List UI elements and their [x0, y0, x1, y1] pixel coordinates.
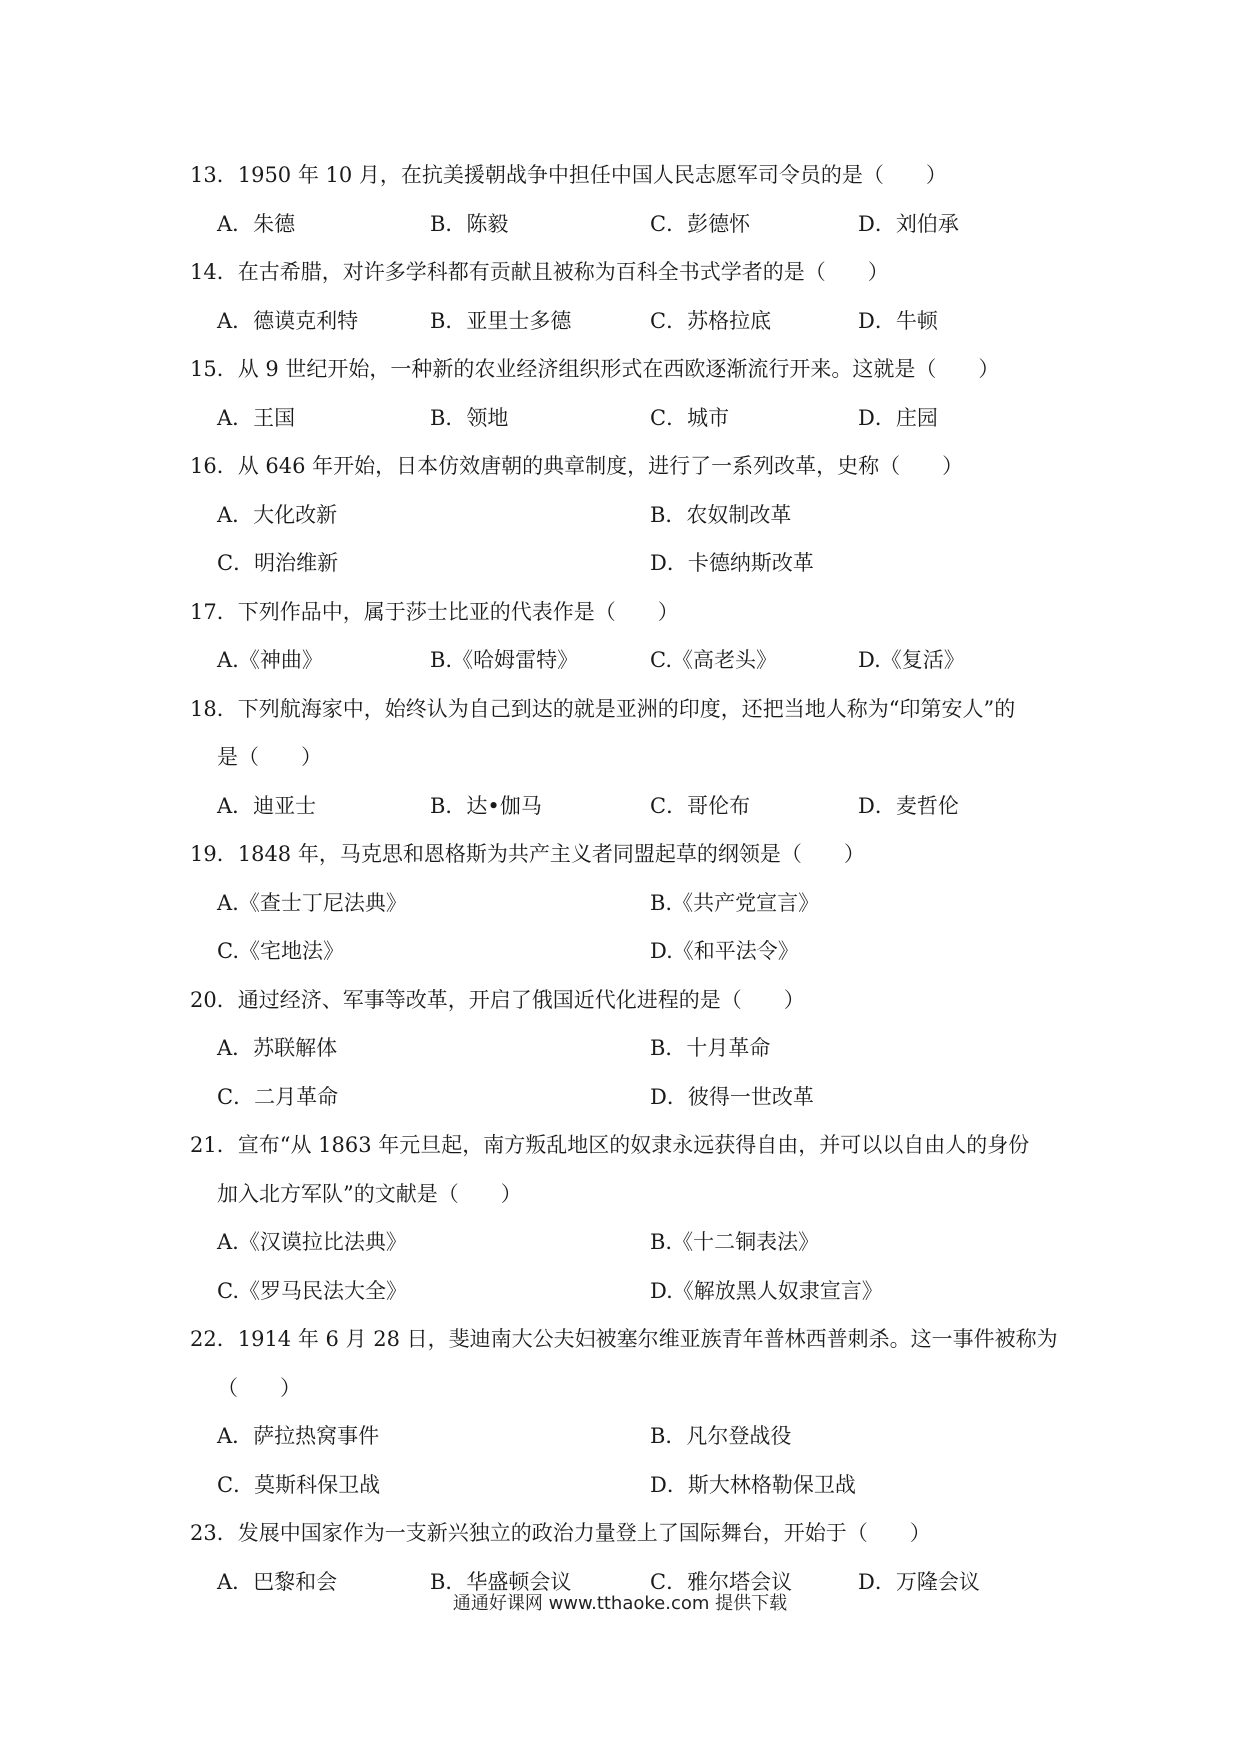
answer-option: A．苏联解体	[217, 1036, 338, 1060]
answer-option: B.《哈姆雷特》	[430, 648, 579, 672]
answer-option: D．庄园	[858, 406, 938, 430]
question-stem: 18．下列航海家中，始终认为自己到达的就是亚洲的印度，还把当地人称为“印第安人”的	[190, 697, 1016, 721]
answer-option: C．苏格拉底	[650, 309, 772, 333]
answer-option: D．万隆会议	[858, 1570, 980, 1594]
answer-option: D.《复活》	[858, 648, 965, 672]
answer-option: A.《汉谟拉比法典》	[217, 1230, 407, 1254]
answer-option: D．彼得一世改革	[650, 1085, 814, 1109]
answer-option: B．十月革命	[650, 1036, 771, 1060]
answer-option: C．明治维新	[217, 551, 339, 575]
answer-option: D．斯大林格勒保卫战	[650, 1473, 856, 1497]
answer-option: A．巴黎和会	[217, 1570, 338, 1594]
question-stem: 20．通过经济、军事等改革，开启了俄国近代化进程的是（ ）	[190, 988, 805, 1012]
answer-option: C．彭德怀	[650, 212, 751, 236]
question-stem: 19．1848 年，马克思和恩格斯为共产主义者同盟起草的纲领是（ ）	[190, 842, 865, 866]
answer-option: D.《解放黑人奴隶宣言》	[650, 1279, 883, 1303]
answer-option: A.《神曲》	[217, 648, 323, 672]
answer-option: D．牛顿	[858, 309, 938, 333]
answer-option: A．迪亚士	[217, 794, 317, 818]
answer-option: A.《查士丁尼法典》	[217, 891, 407, 915]
question-stem: 16．从 646 年开始，日本仿效唐朝的典章制度，进行了一系列改革，史称（ ）	[190, 454, 964, 478]
question-stem: 是（ ）	[217, 745, 322, 769]
answer-option: B.《共产党宣言》	[650, 891, 820, 915]
question-stem: 22．1914 年 6 月 28 日，斐迪南大公夫妇被塞尔维亚族青年普林西普刺杀。这一事件被称为	[190, 1327, 1058, 1351]
question-stem: 13．1950 年 10 月，在抗美援朝战争中担任中国人民志愿军司令员的是（ ）	[190, 163, 947, 187]
answer-option: B．华盛顿会议	[430, 1570, 572, 1594]
answer-option: C．雅尔塔会议	[650, 1570, 793, 1594]
answer-option: B．领地	[430, 406, 509, 430]
answer-option: C．莫斯科保卫战	[217, 1473, 381, 1497]
question-stem: 23．发展中国家作为一支新兴独立的政治力量登上了国际舞台，开始于（ ）	[190, 1521, 931, 1545]
answer-option: C.《高老头》	[650, 648, 777, 672]
question-stem: 14．在古希腊，对许多学科都有贡献且被称为百科全书式学者的是（ ）	[190, 260, 889, 284]
answer-option: A．萨拉热窝事件	[217, 1424, 380, 1448]
answer-option: C．二月革命	[217, 1085, 339, 1109]
answer-option: D．卡德纳斯改革	[650, 551, 814, 575]
answer-option: A．王国	[217, 406, 296, 430]
question-stem: 21．宣布“从 1863 年元旦起，南方叛乱地区的奴隶永远获得自由，并可以以自由人的身份	[190, 1133, 1030, 1157]
page-footer: 通通好课网 www.tthaoke.com 提供下载	[452, 1593, 788, 1614]
answer-option: D．刘伯承	[858, 212, 959, 236]
answer-option: D．麦哲伦	[858, 794, 959, 818]
answer-option: B．农奴制改革	[650, 503, 792, 527]
answer-option: C.《罗马民法大全》	[217, 1279, 407, 1303]
answer-option: A．大化改新	[217, 503, 338, 527]
answer-option: C．哥伦布	[650, 794, 751, 818]
answer-option: B．亚里士多德	[430, 309, 572, 333]
answer-option: A．德谟克利特	[217, 309, 359, 333]
answer-option: C.《宅地法》	[217, 939, 344, 963]
answer-option: A．朱德	[217, 212, 296, 236]
question-stem: 17．下列作品中，属于莎士比亚的代表作是（ ）	[190, 600, 679, 624]
answer-option: B．凡尔登战役	[650, 1424, 792, 1448]
question-stem: （ ）	[217, 1376, 301, 1400]
answer-option: B．陈毅	[430, 212, 509, 236]
answer-option: B．达•伽马	[430, 794, 542, 818]
answer-option: B.《十二铜表法》	[650, 1230, 820, 1254]
question-stem: 加入北方军队”的文献是（ ）	[217, 1182, 522, 1206]
question-stem: 15．从 9 世纪开始，一种新的农业经济组织形式在西欧逐渐流行开来。这就是（ ）	[190, 357, 1000, 381]
answer-option: D.《和平法令》	[650, 939, 799, 963]
answer-option: C．城市	[650, 406, 730, 430]
